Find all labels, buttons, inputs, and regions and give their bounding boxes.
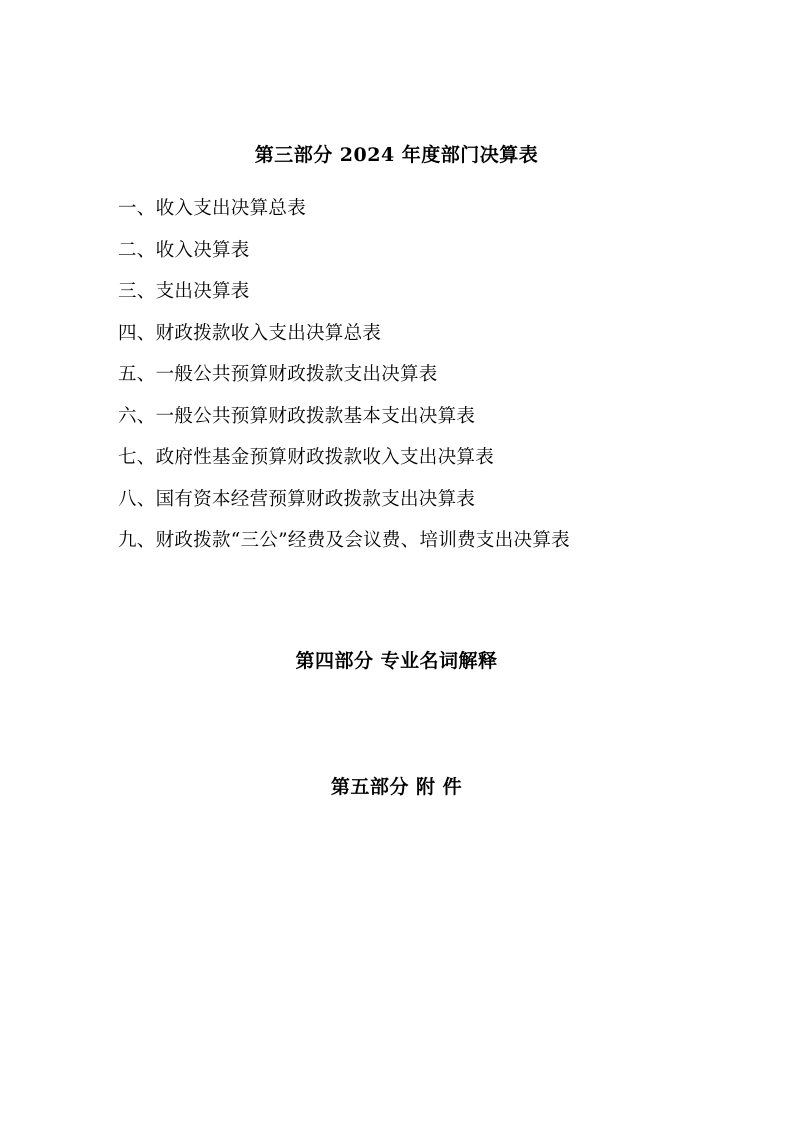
list-item: 八、国有资本经营预算财政拨款支出决算表 bbox=[118, 488, 476, 510]
list-item: 七、政府性基金预算财政拨款收入支出决算表 bbox=[118, 447, 495, 468]
part4-heading: 第四部分 专业名词解释 bbox=[295, 650, 498, 672]
list-item: 四、财政拨款收入支出决算总表 bbox=[118, 322, 382, 344]
list-item: 五、一般公共预算财政拨款支出决算表 bbox=[118, 364, 438, 385]
list-item: 六、一般公共预算财政拨款基本支出决算表 bbox=[118, 405, 476, 427]
part3-heading-text: 第三部分 2024 年度部门决算表 bbox=[254, 144, 539, 166]
list-item: 一、收入支出决算总表 bbox=[118, 198, 307, 219]
list-item: 九、财政拨款“三公”经费及会议费、培训费支出决算表 bbox=[118, 530, 570, 551]
part3-table-of-contents bbox=[118, 188, 718, 562]
list-item: 二、收入决算表 bbox=[118, 239, 250, 261]
part3-heading bbox=[0, 140, 793, 167]
list-item: 三、支出决算表 bbox=[118, 281, 250, 302]
part5-heading: 第五部分 附 件 bbox=[330, 776, 463, 798]
